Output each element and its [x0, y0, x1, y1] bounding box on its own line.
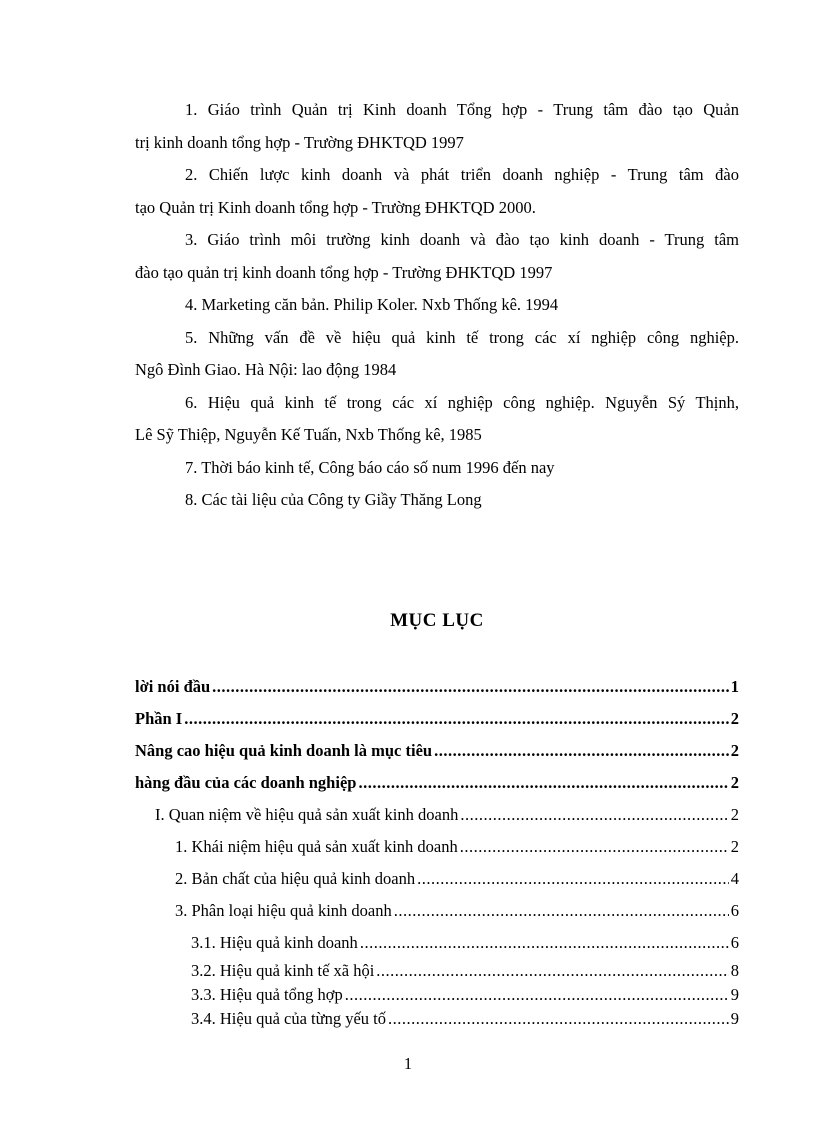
toc-entry-text: Phần I	[135, 709, 183, 728]
toc-leader	[184, 703, 729, 735]
toc-leader	[434, 735, 729, 767]
reference-line: 6. Hiệu quả kinh tế trong các xí nghiệp công nghiệp. Nguyễn Sý Thịnh,	[185, 392, 739, 412]
toc-leader	[460, 831, 729, 863]
toc-entry-page: 9	[730, 985, 739, 1004]
toc-entry-page: 2	[730, 773, 739, 792]
toc-entry-text: 1. Khái niệm hiệu quả sản xuất kinh doanh	[175, 837, 458, 856]
toc-leader	[345, 983, 729, 1007]
toc-entry-page: 8	[730, 961, 739, 980]
toc-leader	[394, 895, 729, 927]
toc-leader	[388, 1007, 729, 1031]
reference-line: 8. Các tài liệu của Công ty Giầy Thăng Long	[185, 490, 482, 509]
toc-entry-page: 9	[730, 1009, 739, 1028]
toc-title: MỤC LỤC	[390, 610, 484, 631]
toc-entry-page: 2	[730, 741, 739, 760]
toc-entry-text: 3.4. Hiệu quả của từng yếu tố	[191, 1009, 386, 1028]
toc-entry-page: 1	[730, 677, 739, 696]
reference-list	[135, 94, 739, 517]
toc-entry-page: 2	[730, 837, 739, 856]
reference-line: 2. Chiến lược kinh doanh và phát triển doanh nghiệp - Trung tâm đào	[185, 165, 739, 184]
toc-entry-text: I. Quan niệm về hiệu quả sản xuất kinh doanh	[155, 805, 459, 824]
toc-leader	[460, 799, 728, 831]
toc-entry-text: 3. Phân loại hiệu quả kinh doanh	[175, 901, 392, 920]
toc-entry[interactable]	[135, 735, 739, 767]
reference-line: đào tạo quản trị kinh doanh tổng hợp - Trường ĐHKTQD 1997	[135, 262, 553, 282]
toc-entry-text: 3.1. Hiệu quả kinh doanh	[191, 933, 358, 952]
toc-entry[interactable]	[135, 671, 739, 703]
reference-item	[135, 94, 739, 159]
toc-entry[interactable]	[135, 703, 739, 735]
reference-item	[135, 322, 739, 387]
toc-entry-text: 2. Bản chất của hiệu quả kinh doanh	[175, 869, 416, 888]
toc-leader	[212, 671, 729, 703]
toc-entry-page: 6	[730, 901, 739, 920]
reference-line: 5. Những vấn đề về hiệu quả kinh tế trong các xí nghiệp công nghiệp.	[185, 327, 739, 347]
reference-line: Ngô Đình Giao. Hà Nội: lao động 1984	[135, 360, 397, 379]
reference-item	[135, 484, 739, 517]
toc-entry-text: 3.3. Hiệu quả tổng hợp	[191, 985, 343, 1004]
toc-entry[interactable]	[135, 799, 739, 831]
reference-line: 1. Giáo trình Quản trị Kinh doanh Tổng hợp - Trung tâm đào tạo Quản	[185, 100, 739, 119]
toc-leader	[376, 959, 728, 983]
toc-entry-text: 3.2. Hiệu quả kinh tế xã hội	[191, 961, 375, 980]
toc-entry[interactable]	[135, 1007, 739, 1031]
reference-line: 3. Giáo trình môi trường kinh doanh và đào tạo kinh doanh - Trung tâm	[185, 230, 739, 249]
toc-entry-page: 2	[730, 805, 739, 824]
reference-line: tạo Quản trị Kinh doanh tổng hợp - Trường ĐHKTQD 2000.	[135, 197, 536, 217]
toc-entry-text: Nâng cao hiệu quả kinh doanh là mục tiêu	[135, 741, 433, 760]
toc-leader	[358, 767, 728, 799]
table-of-contents	[135, 671, 739, 1031]
toc-entry-page: 2	[730, 709, 739, 728]
reference-item	[135, 159, 739, 224]
toc-entry-text: lời nói đầu	[135, 677, 211, 696]
toc-entry-page: 4	[730, 869, 739, 888]
toc-entry[interactable]	[135, 983, 739, 1007]
page-number: 1	[403, 1054, 413, 1073]
toc-entry[interactable]	[135, 927, 739, 959]
reference-item	[135, 224, 739, 289]
toc-leader	[417, 863, 729, 895]
toc-entry[interactable]	[135, 863, 739, 895]
toc-entry[interactable]	[135, 959, 739, 983]
toc-entry[interactable]	[135, 767, 739, 799]
reference-item	[135, 289, 739, 322]
toc-leader	[360, 927, 729, 959]
toc-entry-text: hàng đầu của các doanh nghiệp	[135, 773, 357, 792]
reference-line: 7. Thời báo kinh tế, Công báo cáo số num 1996 đến nay	[185, 457, 555, 477]
reference-line: Lê Sỹ Thiệp, Nguyễn Kế Tuấn, Nxb Thống kê, 1985	[135, 425, 482, 444]
reference-item	[135, 452, 739, 485]
reference-line: trị kinh doanh tổng hợp - Trường ĐHKTQD 1997	[135, 132, 464, 152]
toc-entry[interactable]	[135, 831, 739, 863]
toc-entry-page: 6	[730, 933, 739, 952]
reference-line: 4. Marketing căn bản. Philip Koler. Nxb Thống kê. 1994	[185, 295, 559, 314]
toc-entry[interactable]	[135, 895, 739, 927]
reference-item	[135, 387, 739, 452]
